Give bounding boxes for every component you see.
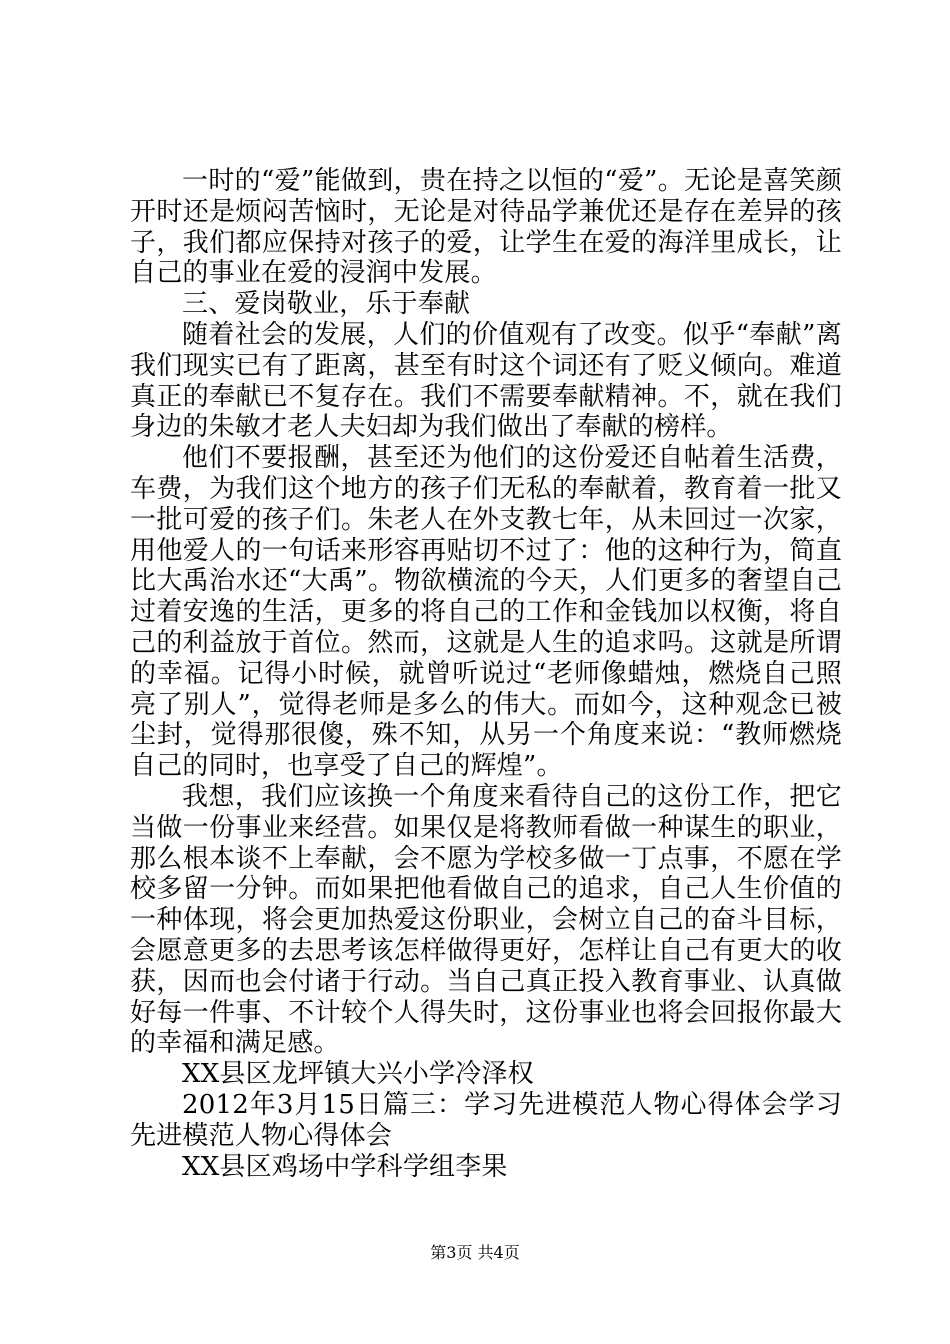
paragraph-zhu-minca-example: 他们不要报酬，甚至还为他们的这份爱还自帖着生活费，车费，为我们这个地方的孩子们无私的奉献着，教育着一批又一批可爱的孩子们。朱老人在外支教七年，从未回过一次家，用他爱人的一句话来形容再贴切不过了：他的这种行为，简直比大禹治水还“大禹”。物欲横流的今天，人们更多的奢望自己过着安逸的生活，更多的将自己的工作和金钱加以权衡，将自己的利益放于首位。然而，这就是人生的追求吗。这就是所谓的幸福。记得小时候，就曾听说过“老师像蜡烛，燃烧自己照亮了别人”，觉得老师是多么的伟大。而如今，这种观念已被尘封，觉得那很傻，殊不知，从另一个角度来说：“教师燃烧自己的同时，也享受了自己的辉煌”。 — [130, 443, 842, 782]
author-signature-1: XX县区龙坪镇大兴小学冷泽权 — [182, 1059, 534, 1090]
section-heading-dedication: 三、爱岗敬业，乐于奉献 — [182, 289, 471, 320]
author-signature-2: XX县区鸡场中学科学组李果 — [182, 1151, 508, 1182]
document-body — [130, 166, 842, 1182]
paragraph-social-values: 随着社会的发展，人们的价值观有了改变。似乎“奉献”离我们现实已有了距离，甚至有时这个词还有了贬义倾向。难道真正的奉献已不复存在。我们不需要奉献精神。不，就在我们身边的朱敏才老人夫妇却为我们做出了奉献的榜样。 — [130, 319, 842, 443]
paragraph-career-perspective: 我想，我们应该换一个角度来看待自己的这份工作，把它当做一份事业来经营。如果仅是将教师看做一种谋生的职业，那么根本谈不上奉献，会不愿为学校多做一丁点事，不愿在学校多留一分钟。而如果把他看做自己的追求，自己人生价值的一种体现，将会更加热爱这份职业，会树立自己的奋斗目标，会愿意更多的去思考该怎样做得更好，怎样让自己有更大的收获，因而也会付诸于行动。当自己真正投入教育事业、认真做好每一件事、不计较个人得失时，这份事业也将会回报你最大的幸福和满足感。 — [130, 781, 842, 1059]
date-and-next-title: 2012年3月15日篇三：学习先进模范人物心得体会学习先进模范人物心得体会 — [130, 1089, 842, 1151]
paragraph-love-persistence: 一时的“爱”能做到，贵在持之以恒的“爱”。无论是喜笑颜开时还是烦闷苦恼时，无论是对待品学兼优还是存在差异的孩子，我们都应保持对孩子的爱，让学生在爱的海洋里成长，让自己的事业在爱的浸润中发展。 — [130, 166, 842, 289]
page-footer: 第3页 共4页 — [430, 1243, 520, 1262]
